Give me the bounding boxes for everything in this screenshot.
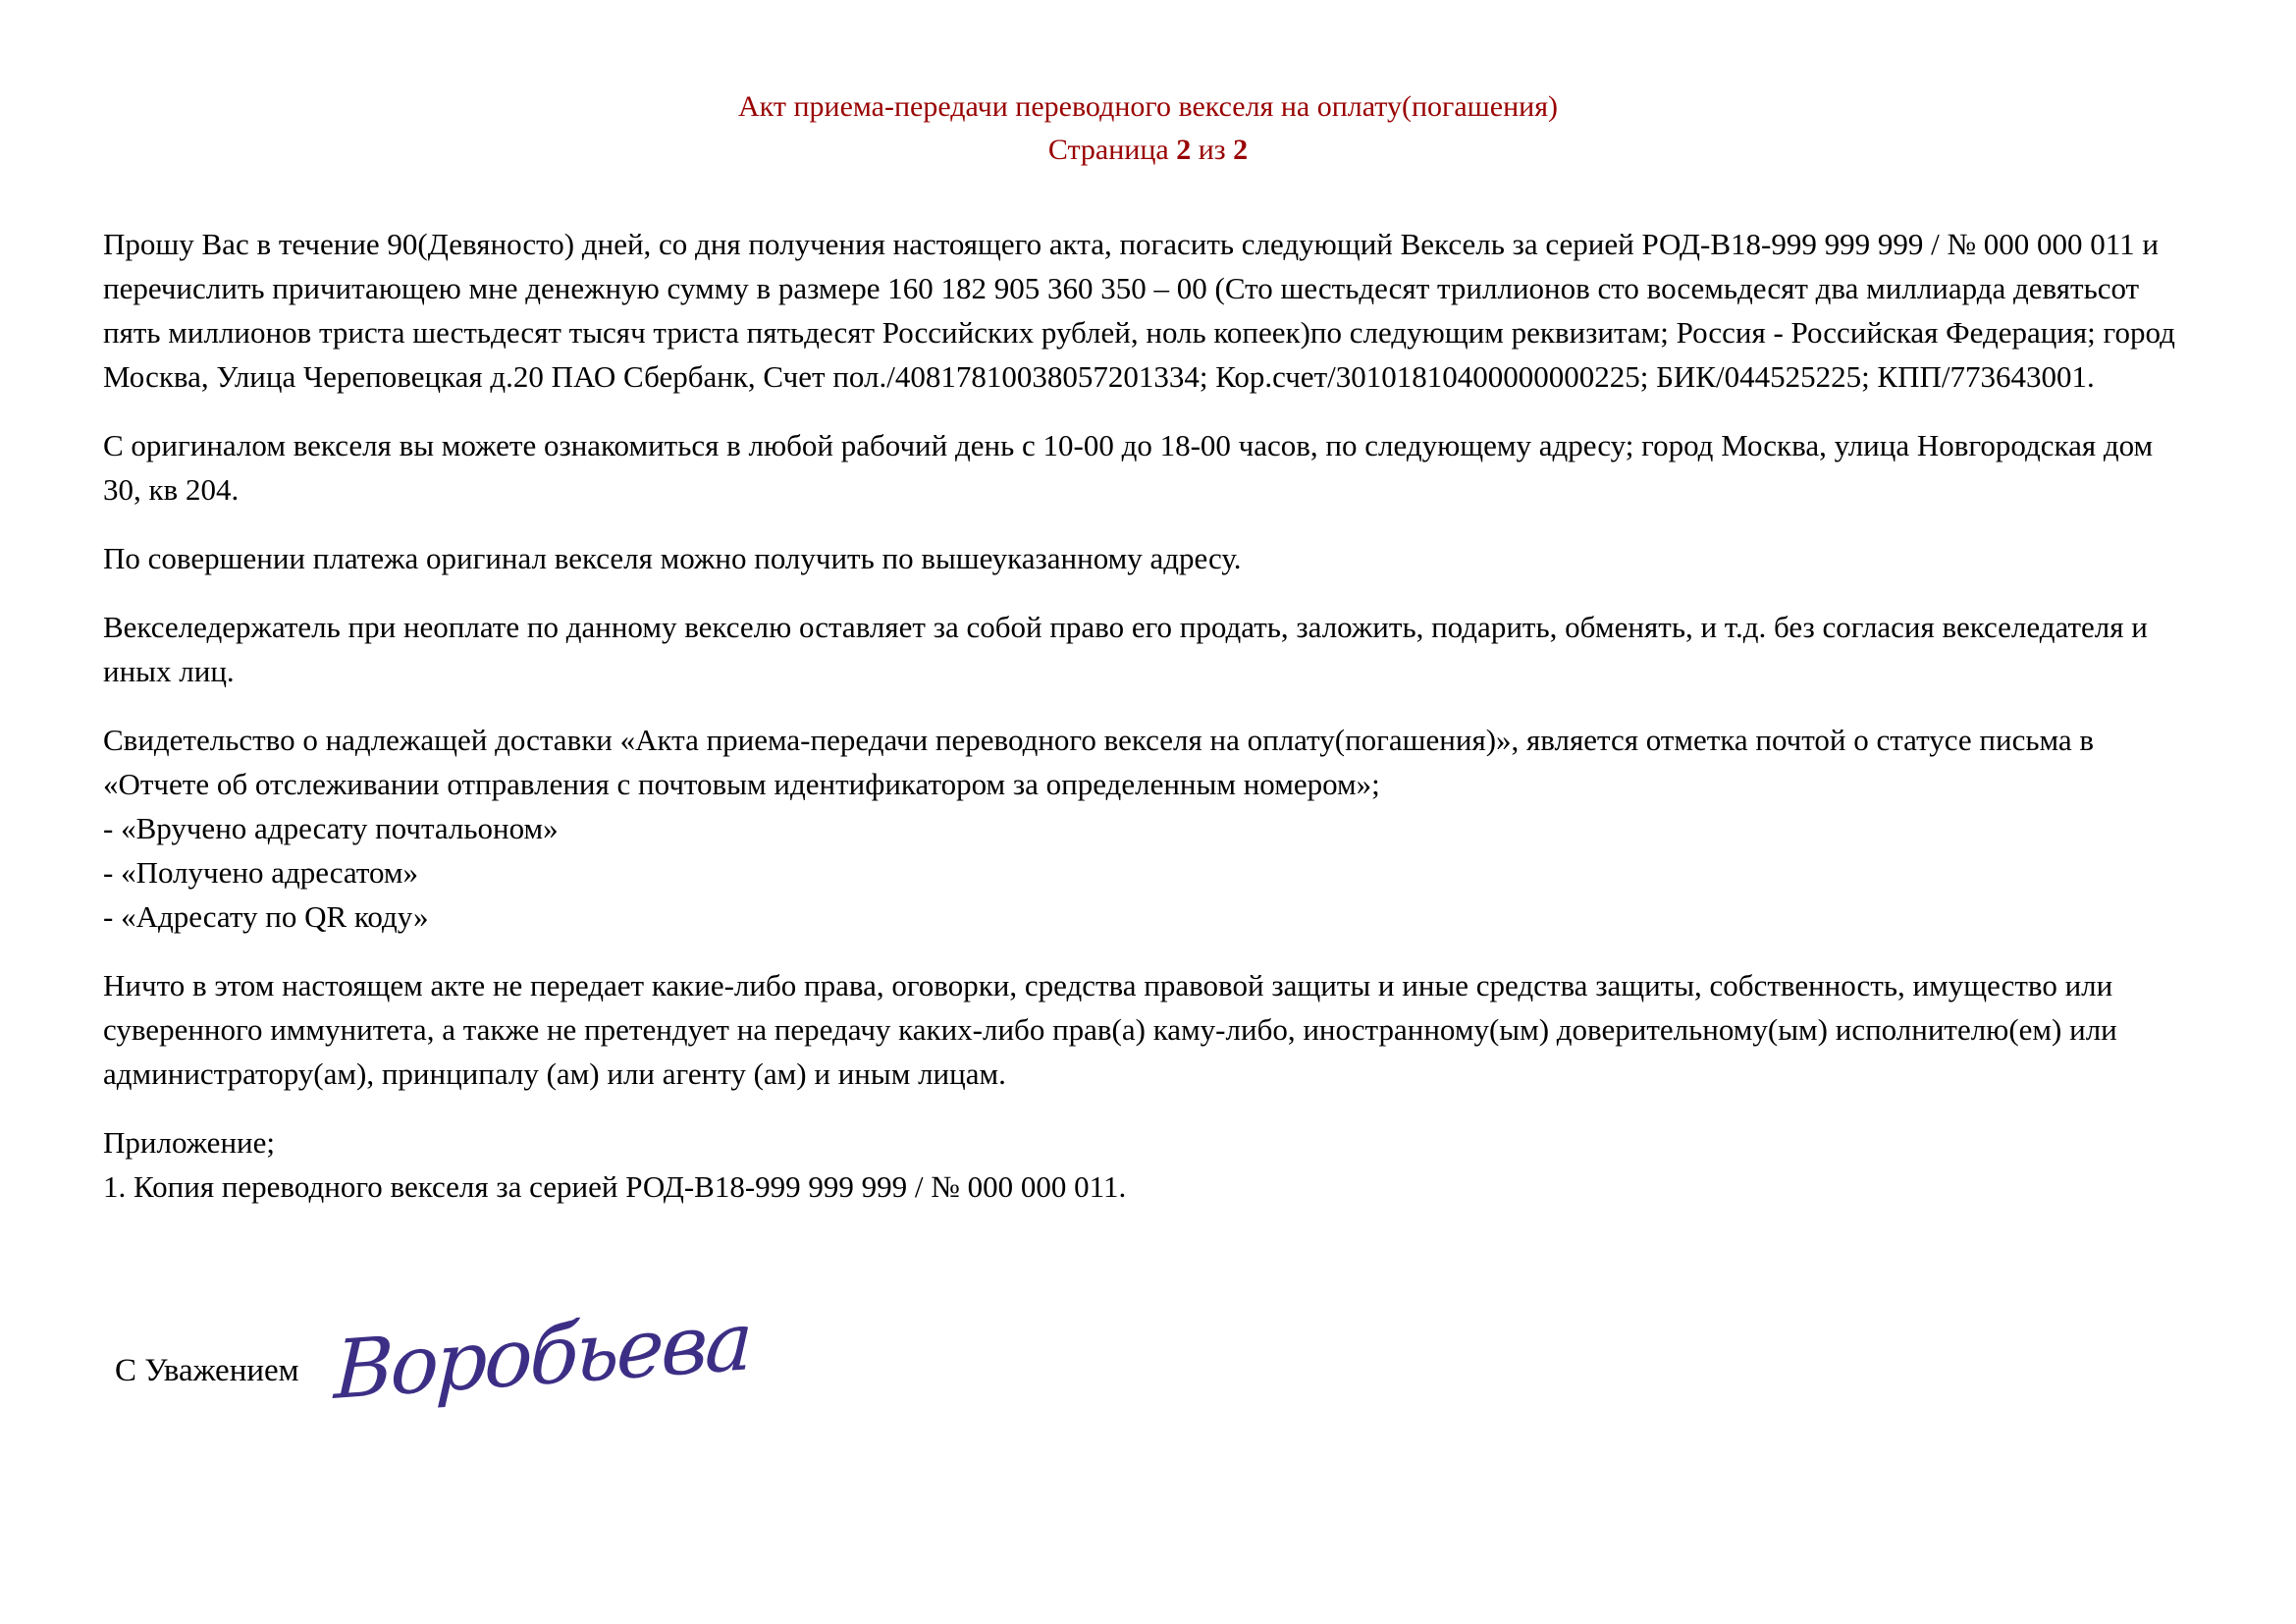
page-number-line [103, 130, 2193, 171]
document-header [103, 86, 2193, 171]
closing-phrase: С Уважением [115, 1353, 299, 1388]
paragraph-no-transfer: Ничто в этом настоящем акте не передает какие-либо права, оговорки, средства правовой защиты и иные средства защиты, собственность, имущество или суверенного иммунитета, а также не претендует на передачу каких-либо прав(а) каму-либо, иностранному(ым) доверительному(ым) исполнителю(ем) или администратору(ам), принципалу (ам) или агенту (ам) и иным лицам. [103, 968, 2117, 1091]
page-label-prefix: Страница [1047, 134, 1169, 166]
delivery-status-item-1: - «Вручено адресату почтальоном» [103, 811, 559, 845]
page-of-word: из [1198, 134, 1226, 166]
paragraph-payment-request: Прошу Вас в течение 90(Девяносто) дней, со дня получения настоящего акта, погасить следующий Вексель за серией РОД-В18-999 999 999 / № 000 000 011 и перечислить причитающею мне денежную сумму в размере 160 182 905 360 350 – 00 (Сто шестьдесят триллионов сто восемьдесят два миллиарда девятьсот пять миллионов триста шестьдесят тысяч триста пятьдесят Российских рублей, ноль копеек)по следующим реквизитам; Россия - Российская Федерация; город Москва, Улица Череповецкая д.20 ПАО Сбербанк, Счет пол./40817810038057201334; Кор.счет/30101810400000000225; БИК/044525225; КПП/773643001. [103, 227, 2175, 394]
paragraph-original-review: С оригиналом векселя вы можете ознакомиться в любой рабочий день с 10-00 до 18-00 часов, по следующему адресу; город Москва, улица Новгородская дом 30, кв 204. [103, 428, 2154, 507]
page-total-number: 2 [1233, 134, 1249, 166]
paragraph-delivery-proof: Свидетельство о надлежащей доставки «Акта приема-передачи переводного векселя на оплату(погашения)», является отметка почтой о статусе письма в «Отчете об отслеживании отправления с почтовым идентификатором за определенным номером»; [103, 723, 2095, 801]
page-current-number: 2 [1176, 134, 1192, 166]
delivery-status-item-2: - «Получено адресатом» [103, 855, 419, 890]
attachment-item-1: 1. Копия переводного векселя за серией РОД-В18-999 999 999 / № 000 000 011. [103, 1169, 1127, 1204]
attachment-block [103, 1120, 2193, 1209]
document-title: Акт приема-передачи переводного векселя на оплату(погашения) [738, 90, 1558, 123]
paragraph-delivery-proof-block [103, 718, 2193, 939]
paragraph-after-payment: По совершении платежа оригинал векселя можно получить по вышеуказанному адресу. [103, 541, 1242, 575]
signature-handwriting: Воробьева [332, 1294, 752, 1418]
delivery-status-item-3: - «Адресату по QR коду» [103, 899, 429, 934]
signature-row [115, 1294, 2193, 1418]
paragraph-holder-rights: Векселедержатель при неоплате по данному векселю оставляет за собой право его продать, заложить, подарить, обменять, и т.д. без согласия векселедателя и иных лиц. [103, 610, 2148, 688]
attachment-label: Приложение; [103, 1125, 275, 1160]
